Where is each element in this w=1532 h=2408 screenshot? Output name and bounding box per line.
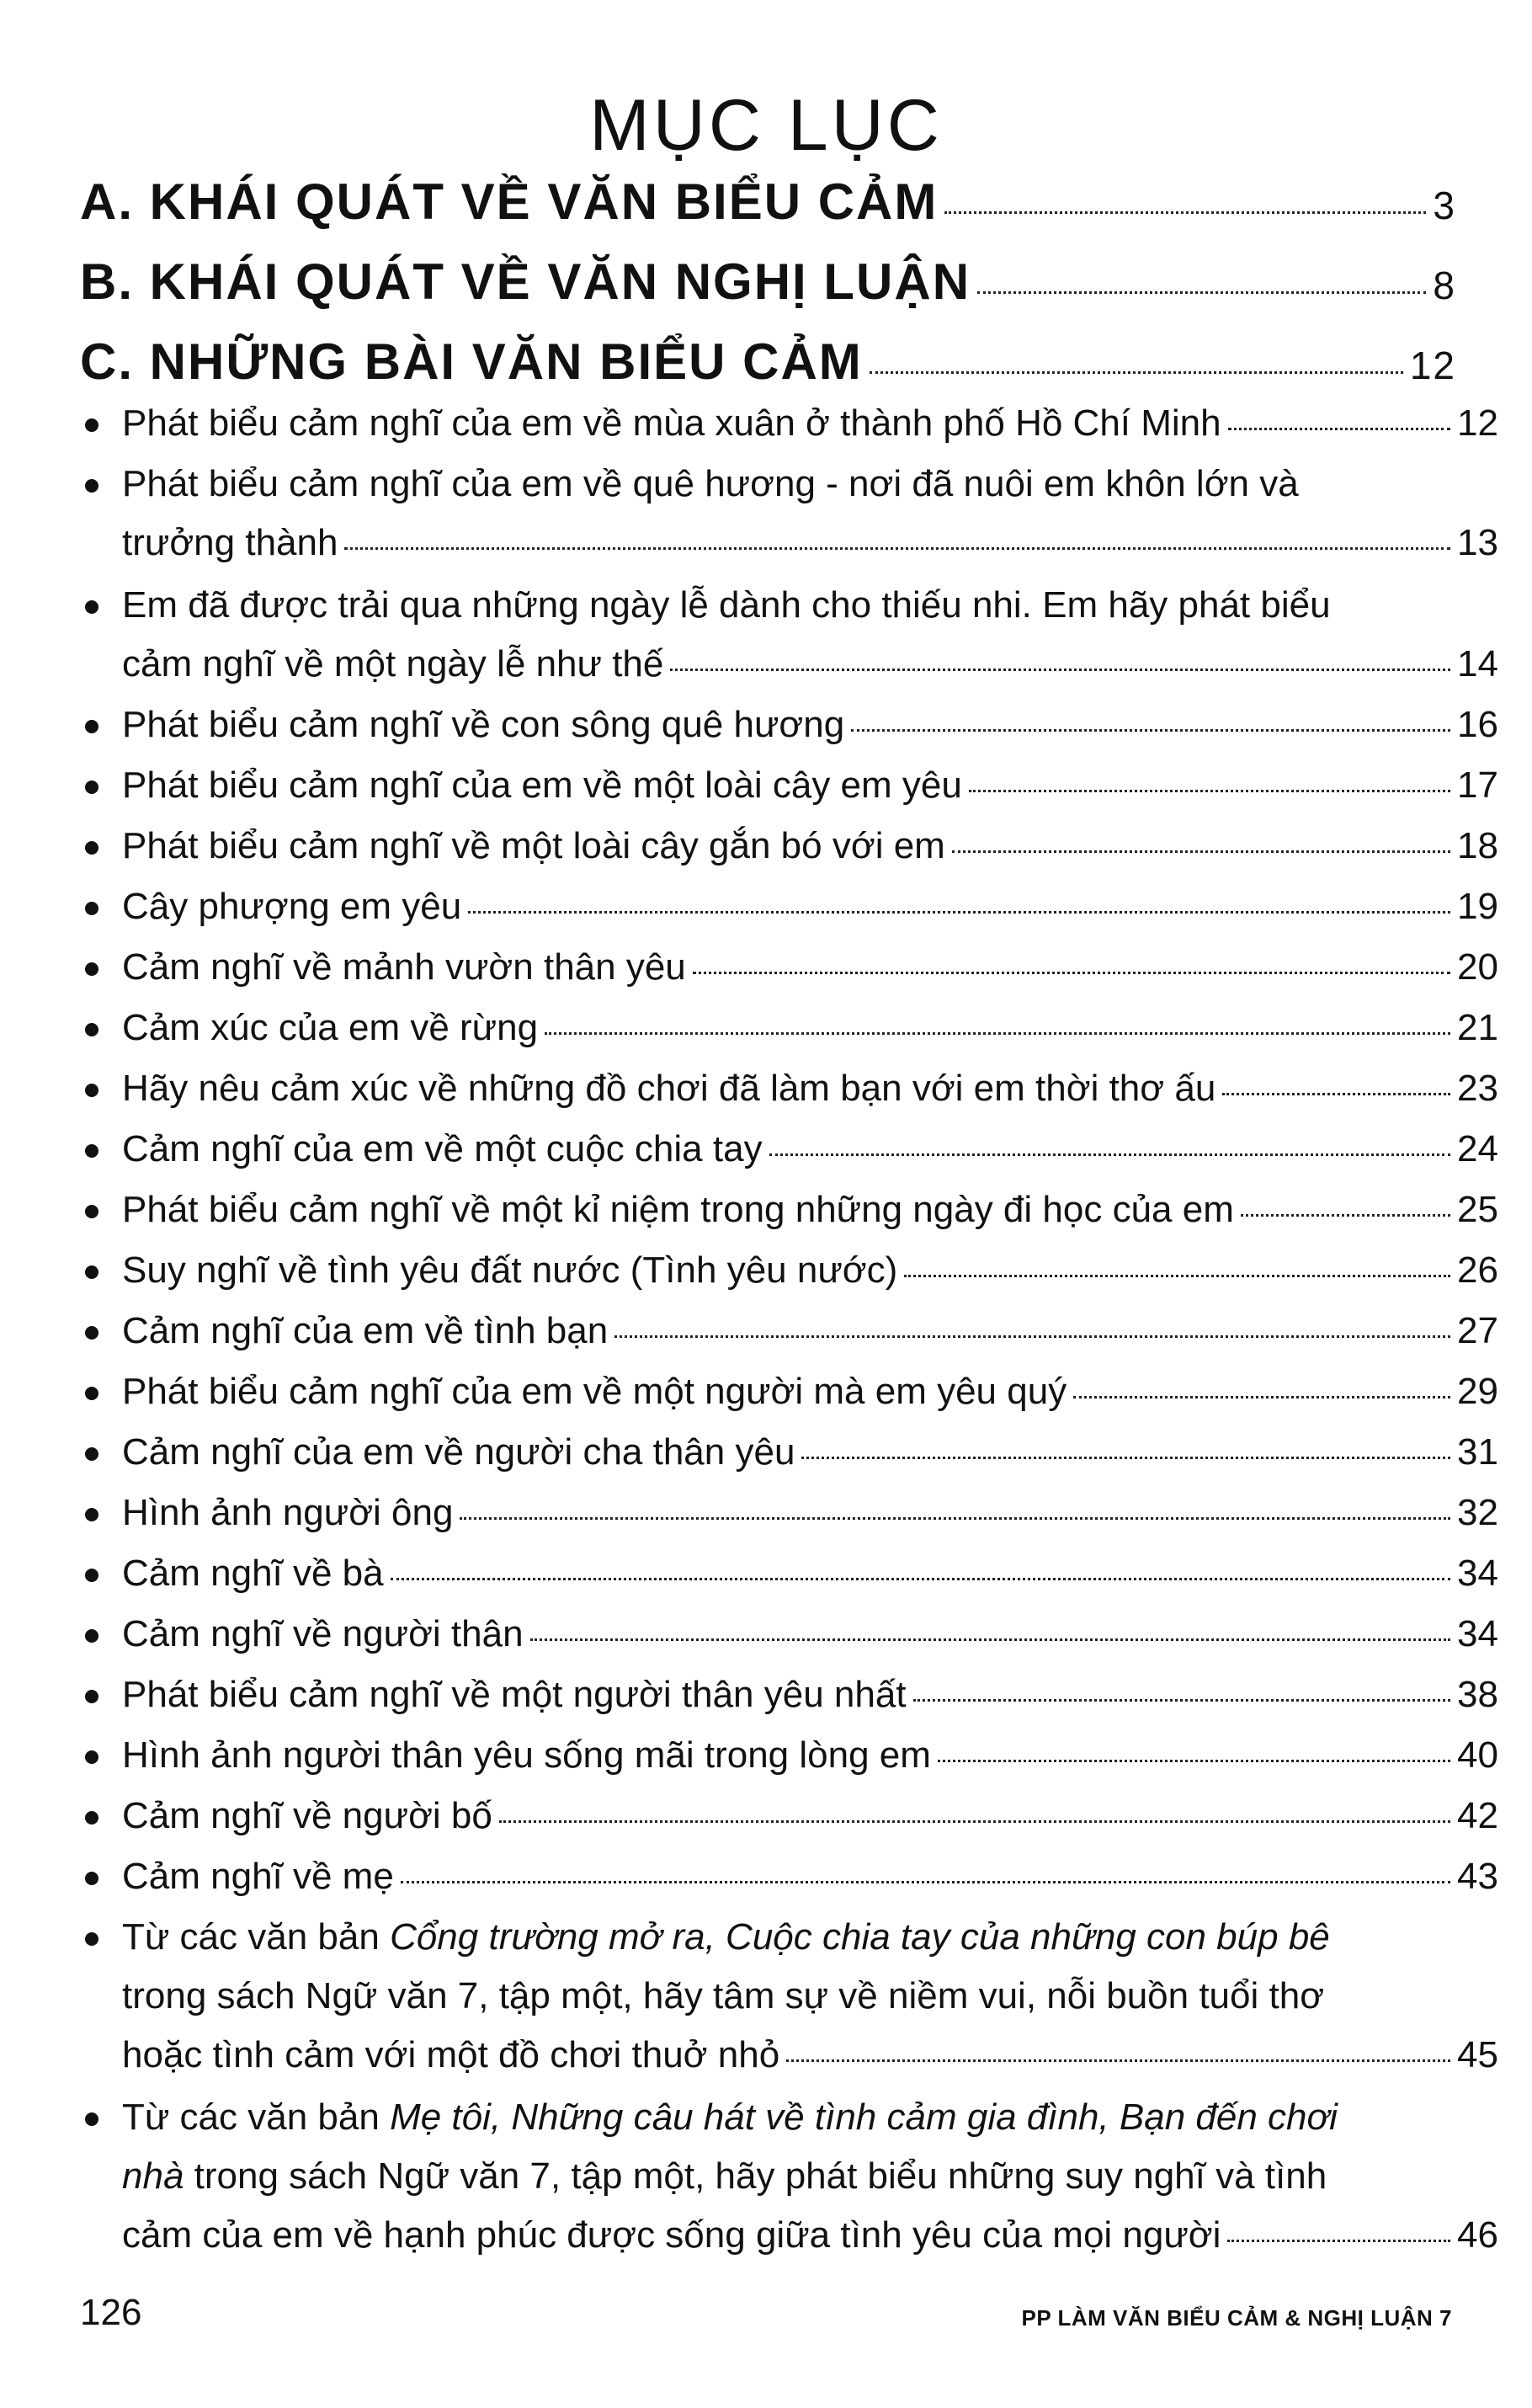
- dot-leader: [545, 1032, 1450, 1035]
- bullet-icon: [85, 1265, 98, 1279]
- toc-item-label: Phát biểu cảm nghĩ về một người thân yêu nhất: [122, 1674, 907, 1715]
- toc-item-entry: [80, 394, 1498, 453]
- dot-leader: [401, 1881, 1450, 1883]
- toc-page-number: 29: [1457, 1371, 1498, 1412]
- toc-item-entry: [80, 1544, 1498, 1603]
- bullet-icon: [85, 1932, 98, 1946]
- running-footer-title: PP LÀM VĂN BIỂU CẢM & NGHỊ LUẬN 7: [1021, 2305, 1452, 2331]
- toc-item-label: Phát biểu cảm nghĩ của em về mùa xuân ở thành phố Hồ Chí Minh: [122, 402, 1221, 444]
- toc-item-label: Hình ảnh người ông: [122, 1492, 454, 1533]
- toc-page-number: 34: [1457, 1613, 1498, 1654]
- toc-section-label: B. KHÁI QUÁT VỀ VĂN NGHỊ LUẬN: [80, 253, 971, 310]
- bullet-icon: [85, 902, 98, 915]
- toc-item-entry: [80, 938, 1498, 997]
- toc-page-number: 18: [1457, 825, 1498, 866]
- bullet-icon: [85, 418, 98, 432]
- bullet-icon: [85, 1205, 98, 1218]
- toc-item-entry: [80, 1665, 1498, 1724]
- toc-item-label: Phát biểu cảm nghĩ về một kỉ niệm trong những ngày đi học của em: [122, 1189, 1234, 1230]
- toc-item-label: hoặc tình cảm với một đồ chơi thuở nhỏ: [122, 2034, 780, 2075]
- toc-page-number: 46: [1457, 2214, 1498, 2256]
- toc-item-label: Hình ảnh người thân yêu sống mãi trong lòng em: [122, 1734, 931, 1776]
- bullet-icon: [85, 1508, 98, 1521]
- toc-item-label: Từ các văn bản Cổng trường mở ra, Cuộc chia tay của những con búp bê: [122, 1916, 1330, 1958]
- bullet-icon: [85, 600, 98, 614]
- dot-leader: [391, 1578, 1450, 1580]
- dot-leader: [1227, 2240, 1450, 2242]
- toc-item-label: Suy nghĩ về tình yêu đất nước (Tình yêu nước): [122, 1249, 898, 1291]
- toc-item-entry: [80, 1787, 1498, 1846]
- dot-leader: [1222, 1093, 1450, 1095]
- dot-leader: [952, 850, 1450, 853]
- toc-page-number: 45: [1457, 2034, 1498, 2075]
- toc-item-entry: [80, 1726, 1498, 1785]
- toc-page-number: 25: [1457, 1189, 1498, 1230]
- toc-item-label: Cảm nghĩ về mẹ: [122, 1856, 394, 1897]
- page-number: 126: [80, 2292, 142, 2333]
- toc-item-entry: [80, 2088, 1498, 2265]
- toc-item-label: Cây phượng em yêu: [122, 886, 462, 927]
- toc-page-number: 3: [1433, 184, 1456, 227]
- dot-leader: [944, 211, 1426, 214]
- dot-leader: [904, 1275, 1450, 1277]
- dot-leader: [693, 972, 1450, 974]
- toc-item-label: Từ các văn bản Mẹ tôi, Những câu hát về tình cảm gia đình, Bạn đến chơi: [122, 2096, 1338, 2138]
- toc-item-label: trong sách Ngữ văn 7, tập một, hãy tâm sự về niềm vui, nỗi buồn tuổi thơ: [122, 1975, 1325, 2016]
- toc-page-number: 40: [1457, 1734, 1498, 1776]
- page-title: MỤC LỤC: [589, 85, 943, 166]
- bullet-icon: [85, 1629, 98, 1643]
- toc-page-number: 27: [1457, 1310, 1498, 1351]
- bullet-icon: [85, 1144, 98, 1158]
- toc-page-number: 43: [1457, 1856, 1498, 1897]
- toc-item-entry: [80, 1241, 1498, 1300]
- toc-item-label: Cảm xúc của em về rừng: [122, 1007, 539, 1048]
- toc-page-number: 32: [1457, 1492, 1498, 1533]
- dot-leader: [913, 1699, 1451, 1702]
- toc-section-entry: [80, 173, 1456, 231]
- toc-page-number: 14: [1457, 643, 1498, 685]
- dot-leader: [614, 1335, 1450, 1338]
- toc-page-number: 34: [1457, 1553, 1498, 1594]
- bullet-icon: [85, 1872, 98, 1885]
- toc-item-label: Phát biểu cảm nghĩ của em về một người mà em yêu quý: [122, 1371, 1067, 1412]
- toc-item-label: Phát biểu cảm nghĩ về một loài cây gắn bó với em: [122, 825, 945, 866]
- dot-leader: [1228, 428, 1450, 430]
- toc-item-entry: [80, 1908, 1498, 2085]
- bullet-icon: [85, 780, 98, 794]
- dot-leader: [801, 1457, 1450, 1459]
- dot-leader: [499, 1820, 1450, 1823]
- bullet-icon: [85, 1447, 98, 1461]
- toc-item-entry: [80, 1605, 1498, 1664]
- dot-leader: [977, 291, 1426, 294]
- bullet-icon: [85, 1326, 98, 1340]
- bullet-icon: [85, 1023, 98, 1036]
- bullet-icon: [85, 1811, 98, 1825]
- toc-item-label: Phát biểu cảm nghĩ của em về một loài cây em yêu: [122, 764, 962, 806]
- dot-leader: [460, 1517, 1450, 1520]
- toc-item-entry: [80, 999, 1498, 1057]
- toc-page-number: 26: [1457, 1249, 1498, 1291]
- bullet-icon: [85, 1690, 98, 1703]
- dot-leader: [969, 790, 1450, 792]
- toc-item-entry: [80, 756, 1498, 815]
- toc-item-label: Cảm nghĩ về bà: [122, 1553, 384, 1594]
- bullet-icon: [85, 1084, 98, 1097]
- toc-item-entry: [80, 817, 1498, 876]
- toc-page-number: 21: [1457, 1007, 1498, 1048]
- bullet-icon: [85, 1750, 98, 1764]
- toc-item-label: trưởng thành: [122, 522, 338, 563]
- toc-item-entry: [80, 1302, 1498, 1361]
- toc-item-label: Cảm nghĩ về người bố: [122, 1795, 492, 1836]
- toc-page-number: 38: [1457, 1674, 1498, 1715]
- toc-page-number: 12: [1409, 344, 1456, 387]
- dot-leader: [670, 669, 1450, 671]
- toc-section-label: C. NHỮNG BÀI VĂN BIỂU CẢM: [80, 333, 863, 390]
- toc-item-label: nhà trong sách Ngữ văn 7, tập một, hãy phát biểu những suy nghĩ và tình: [122, 2155, 1327, 2197]
- toc-item-label: Cảm nghĩ của em về một cuộc chia tay: [122, 1128, 763, 1169]
- toc-page-number: 23: [1457, 1068, 1498, 1109]
- toc-item-entry: [80, 1180, 1498, 1239]
- dot-leader: [938, 1760, 1450, 1762]
- toc-section-entry: [80, 253, 1456, 311]
- bullet-icon: [85, 841, 98, 855]
- dot-leader: [1241, 1214, 1450, 1217]
- bullet-icon: [85, 1569, 98, 1582]
- toc-item-label: Cảm nghĩ về người thân: [122, 1613, 524, 1654]
- dot-leader: [870, 371, 1403, 374]
- toc-item-label: Cảm nghĩ của em về người cha thân yêu: [122, 1431, 795, 1473]
- toc-item-entry: [80, 455, 1498, 573]
- toc-page-number: 16: [1457, 704, 1498, 745]
- toc-page-number: 31: [1457, 1431, 1498, 1473]
- toc-page-number: 17: [1457, 764, 1498, 806]
- bullet-icon: [85, 2112, 98, 2126]
- dot-leader: [344, 547, 1450, 550]
- toc-item-entry: [80, 695, 1498, 754]
- toc-item-label: Hãy nêu cảm xúc về những đồ chơi đã làm bạn với em thời thơ ấu: [122, 1068, 1216, 1109]
- toc-page-number: 24: [1457, 1128, 1498, 1169]
- toc-item-label: Phát biểu cảm nghĩ của em về quê hương - nơi đã nuôi em khôn lớn và: [122, 463, 1299, 504]
- toc-section-label: A. KHÁI QUÁT VỀ VĂN BIỂU CẢM: [80, 173, 939, 230]
- bullet-icon: [85, 962, 98, 976]
- dot-leader: [786, 2059, 1450, 2062]
- toc-section-entry: [80, 333, 1456, 391]
- bullet-icon: [85, 720, 98, 733]
- toc-item-entry: [80, 1362, 1498, 1421]
- dot-leader: [530, 1638, 1450, 1641]
- toc-item-entry: [80, 1484, 1498, 1542]
- toc-item-label: Cảm nghĩ của em về tình bạn: [122, 1310, 609, 1351]
- toc-item-label: Cảm nghĩ về mảnh vườn thân yêu: [122, 946, 686, 988]
- toc-item-entry: [80, 1847, 1498, 1906]
- toc-item-entry: [80, 1423, 1498, 1482]
- toc-page-number: 12: [1457, 402, 1498, 444]
- toc-item-entry: [80, 877, 1498, 936]
- bullet-icon: [85, 479, 98, 493]
- dot-leader: [769, 1153, 1450, 1156]
- toc-item-label: Phát biểu cảm nghĩ về con sông quê hương: [122, 704, 845, 745]
- dot-leader: [851, 729, 1450, 732]
- toc-page-number: 20: [1457, 946, 1498, 988]
- dot-leader: [468, 911, 1450, 914]
- toc-item-entry: [80, 576, 1498, 694]
- toc-item-label: cảm của em về hạnh phúc được sống giữa tình yêu của mọi người: [122, 2214, 1221, 2256]
- dot-leader: [1073, 1396, 1450, 1398]
- toc-page-number: 42: [1457, 1795, 1498, 1836]
- toc-item-label: Em đã được trải qua những ngày lễ dành cho thiếu nhi. Em hãy phát biểu: [122, 584, 1331, 626]
- toc-item-entry: [80, 1059, 1498, 1118]
- toc-page-number: 8: [1433, 264, 1456, 307]
- toc-page-number: 13: [1457, 522, 1498, 563]
- toc-page-number: 19: [1457, 886, 1498, 927]
- toc-item-entry: [80, 1120, 1498, 1179]
- bullet-icon: [85, 1387, 98, 1400]
- toc-item-label: cảm nghĩ về một ngày lễ như thế: [122, 643, 664, 685]
